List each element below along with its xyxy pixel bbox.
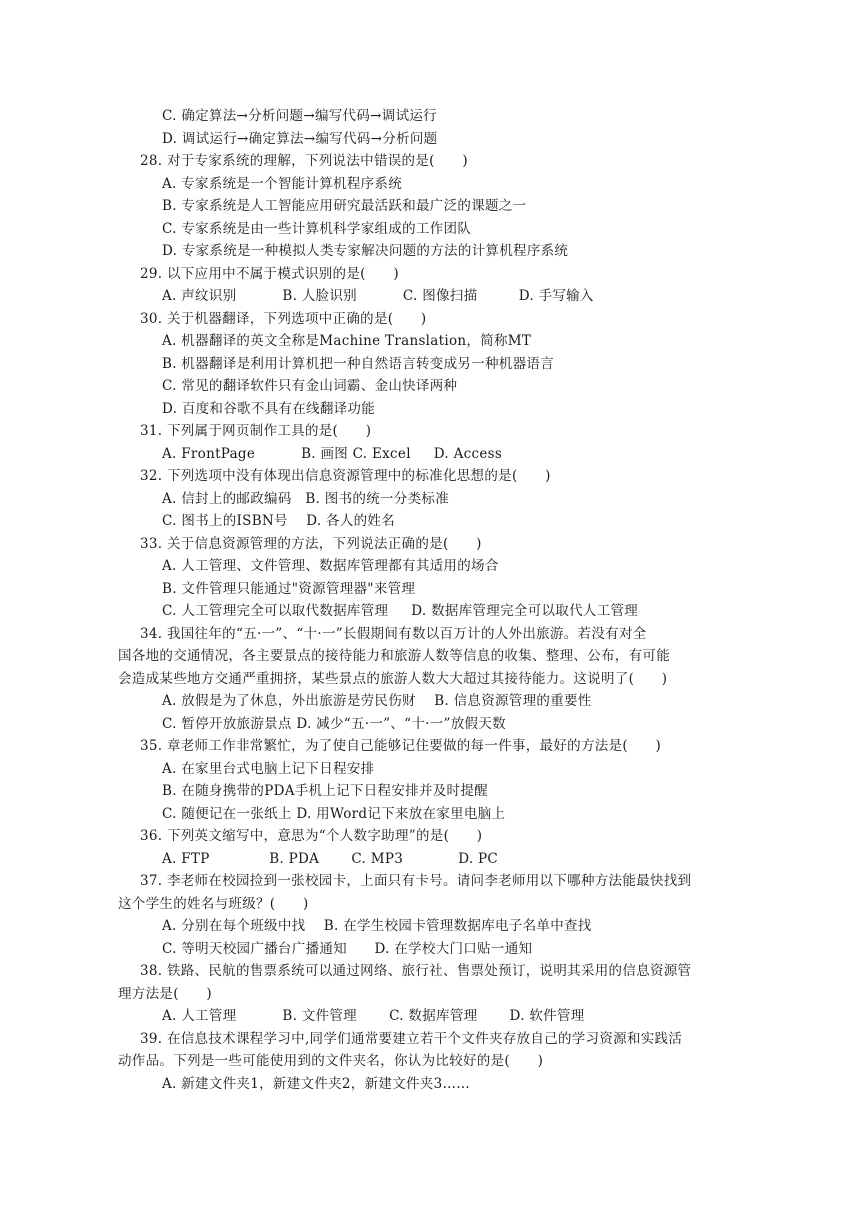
- option-line: A. 人工管理 B. 文件管理 C. 数据库管理 D. 软件管理: [162, 1008, 585, 1024]
- option-line: A. 专家系统是一个智能计算机程序系统: [162, 176, 403, 192]
- option-line: A. FTP B. PDA C. MP3 D. PC: [162, 851, 499, 867]
- option-line: D. 百度和谷歌不具有在线翻译功能: [162, 401, 376, 417]
- question-line: 39. 在信息技术课程学习中,同学们通常要建立若干个文件夹存放自己的学习资源和实践活: [140, 1031, 683, 1047]
- option-line: D. 调试运行→确定算法→编写代码→分析问题: [162, 131, 438, 147]
- question-continuation-line: 这个学生的姓名与班级？( ): [118, 896, 309, 912]
- option-line: D. 专家系统是一种模拟人类专家解决问题的方法的计算机程序系统: [162, 243, 569, 259]
- question-line: 37. 李老师在校园捡到一张校园卡，上面只有卡号。请问李老师用以下哪种方法能最快找到: [140, 873, 692, 889]
- option-line: A. 放假是为了休息，外出旅游是劳民伤财 B. 信息资源管理的重要性: [162, 693, 592, 709]
- question-continuation-line: 动作品。下列是一些可能使用到的文件夹名，你认为比较好的是( ): [118, 1053, 544, 1069]
- option-line: C. 专家系统是由一些计算机科学家组成的工作团队: [162, 221, 472, 237]
- question-continuation-line: 国各地的交通情况，各主要景点的接待能力和旅游人数等信息的收集、整理、公布，有可能: [118, 648, 670, 664]
- option-line: B. 机器翻译是利用计算机把一种自然语言转变成另一种机器语言: [162, 356, 555, 372]
- question-line: 34. 我国往年的“五·一”、“十·一”长假期间有数以百万计的人外出旅游。若没有对全: [140, 626, 647, 642]
- option-line: A. 信封上的邮政编码 B. 图书的统一分类标准: [162, 491, 450, 507]
- question-line: 38. 铁路、民航的售票系统可以通过网络、旅行社、售票处预订，说明其采用的信息资源管: [140, 963, 692, 979]
- option-line: C. 人工管理完全可以取代数据库管理 D. 数据库管理完全可以取代人工管理: [162, 603, 639, 619]
- option-line: C. 暂停开放旅游景点 D. 减少“五·一”、“十·一”放假天数: [162, 716, 506, 732]
- option-line: C. 随便记在一张纸上 D. 用Word记下来放在家里电脑上: [162, 806, 506, 822]
- option-line: A. 机器翻译的英文全称是Machine Translation，简称MT: [162, 333, 532, 349]
- question-continuation-line: 理方法是( ): [118, 986, 212, 1002]
- option-line: B. 文件管理只能通过"资源管理器"来管理: [162, 581, 416, 597]
- question-line: 36. 下列英文缩写中，意思为“个人数字助理”的是( ): [140, 828, 483, 844]
- question-line: 29. 以下应用中不属于模式识别的是( ): [140, 266, 399, 282]
- option-line: C. 确定算法→分析问题→编写代码→调试运行: [162, 108, 437, 124]
- option-line: A. FrontPage B. 画图 C. Excel D. Access: [162, 446, 503, 462]
- option-line: B. 专家系统是人工智能应用研究最活跃和最广泛的课题之一: [162, 198, 527, 214]
- question-continuation-line: 会造成某些地方交通严重拥挤，某些景点的旅游人数大大超过其接待能力。这说明了( ): [118, 671, 668, 687]
- option-line: A. 人工管理、文件管理、数据库管理都有其适用的场合: [162, 558, 499, 574]
- question-line: 32. 下列选项中没有体现出信息资源管理中的标准化思想的是( ): [140, 468, 551, 484]
- question-line: 35. 章老师工作非常繁忙，为了使自己能够记住要做的每一件事，最好的方法是( ): [140, 738, 662, 754]
- question-line: 28. 对于专家系统的理解，下列说法中错误的是( ): [140, 153, 468, 169]
- option-line: C. 等明天校园广播台广播通知 D. 在学校大门口贴一通知: [162, 941, 533, 957]
- option-line: A. 新建文件夹1，新建文件夹2，新建文件夹3……: [162, 1076, 471, 1092]
- question-line: 33. 关于信息资源管理的方法，下列说法正确的是( ): [140, 536, 482, 552]
- option-line: A. 分别在每个班级中找 B. 在学生校园卡管理数据库电子名单中查找: [162, 918, 592, 934]
- option-line: C. 图书上的ISBN号 D. 各人的姓名: [162, 513, 396, 529]
- question-line: 30. 关于机器翻译，下列选项中正确的是( ): [140, 311, 427, 327]
- option-line: A. 声纹识别 B. 人脸识别 C. 图像扫描 D. 手写输入: [162, 288, 594, 304]
- option-line: A. 在家里台式电脑上记下日程安排: [162, 761, 375, 777]
- option-line: B. 在随身携带的PDA手机上记下日程安排并及时提醒: [162, 783, 488, 799]
- option-line: C. 常见的翻译软件只有金山词霸、金山快译两种: [162, 378, 458, 394]
- question-line: 31. 下列属于网页制作工具的是( ): [140, 423, 372, 439]
